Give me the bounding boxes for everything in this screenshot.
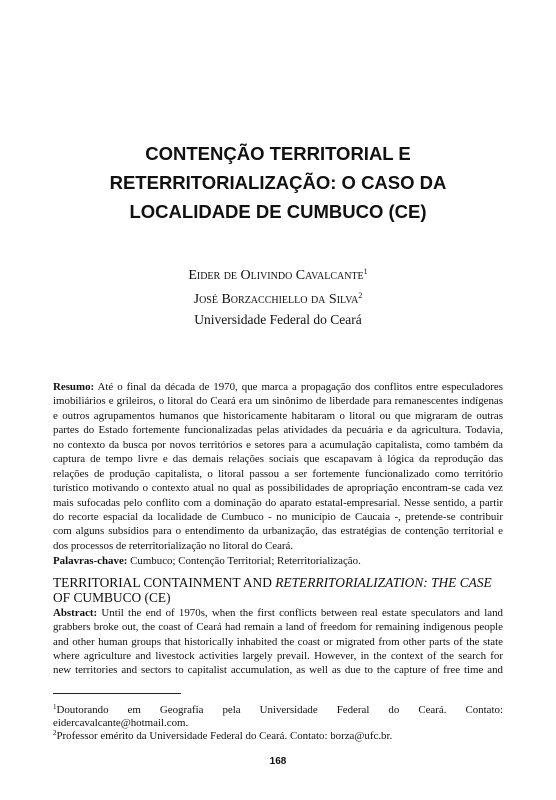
keywords-text: Cumbuco; Contenção Territorial; Reterritorialização. <box>127 555 361 567</box>
author-2-footnote-mark: 2 <box>358 291 363 300</box>
resumo-line: Resumo: Até o final da década de 1970, que marca a propagação dos conflitos entre especuladores <box>53 381 503 393</box>
author-1: Eider de Olivindo Cavalcante$^1$ <box>188 267 368 283</box>
footnote-2: $^2$Professor emérito da Universidade Federal do Ceará. Contato: borza@ufc.br. <box>53 729 393 742</box>
page-number: 168 <box>269 756 287 767</box>
english-title-line: TERRITORIAL CONTAINMENT AND RETERRITORIALIZATION: THE CASE <box>53 575 492 590</box>
footnote-divider <box>53 693 181 694</box>
abstract-line: grabbers broke out, the coast of Ceará had remain a land of freedom for remaining indigenous people <box>53 621 503 634</box>
footnote-2-mark: 2 <box>53 729 57 737</box>
english-title-line: OF CUMBUCO (CE) <box>53 590 171 605</box>
title-line: CONTENÇÃO TERRITORIAL E <box>145 143 411 164</box>
resumo-line: e outros agrupamentos humanos que historicamente habitaram o litoral ou que migraram de outras <box>53 409 503 422</box>
keywords-label: Palavras-chave: <box>53 555 128 567</box>
abstract-line: and other human groups that historically inhabited the coast or migrated from other parts of the state <box>53 635 503 648</box>
author-1-footnote-mark: 1 <box>363 267 368 276</box>
abstract-line: new territories and sectors to capitalist accumulation, as well as due to the capture of free time and <box>53 664 503 677</box>
author-2: José Borzacchiello da Silva$^2$ <box>193 291 363 307</box>
title-line: RETERRITORIALIZAÇÃO: O CASO DA <box>109 172 447 193</box>
abstract-line: where agriculture and livestock activities largely prevail. However, in the context of the search for <box>53 649 503 662</box>
resumo-paragraph <box>53 380 503 553</box>
resumo-line: turístico motivando o contexto atual no qual as possibilidades de apropriação encontram-se cada vez <box>53 482 503 495</box>
resumo-label: Resumo: <box>53 381 95 393</box>
resumo-line: mais sufocadas pelo conflito com a dominação do aparato estatal-empresarial. Nesse sentido, a partir <box>53 496 503 509</box>
footnote-email: eidercavalcante@hotmail.com. <box>53 717 189 729</box>
english-title <box>53 575 513 605</box>
abstract-label: Abstract: <box>53 607 98 619</box>
paper-title <box>60 139 496 226</box>
abstract-paragraph <box>53 606 503 677</box>
author-block <box>60 262 496 330</box>
affiliation: Universidade Federal do Ceará <box>194 312 362 327</box>
title-line: LOCALIDADE DE CUMBUCO (CE) <box>129 201 427 222</box>
footnote-1: $^1$Doutorando em Geografia pela Universidade Federal do Ceará. Contato: eidercavalcante@hotmail.com. <box>53 703 503 729</box>
resumo-line: do recorte espacial da localidade de Cumbuco - no município de Caucaia -, pretende-se contribuir <box>53 510 503 523</box>
resumo-line: no contexto da busca por novos territórios e setores para a acumulação capitalista, como também da <box>53 438 503 451</box>
resumo-line: partes do Estado fortemente funcionalizadas pelas atividades da pecuária e da agricultura. Todavia, <box>53 424 503 437</box>
resumo-line: com alguns subsídios para o entendimento da urbanização, das estratégias de contenção territorial e <box>53 525 503 538</box>
footnote-1-mark: 1 <box>53 703 57 711</box>
resumo-line: relações de produção capitalista, o litoral passou a ser fortemente funcionalizado como território <box>53 467 503 480</box>
resumo-line: dos processos de reterritorialização no litoral do Ceará. <box>53 539 294 552</box>
resumo-line: captura de tempo livre e das demais relações sociais que escapavam à lógica da reprodução das <box>53 453 503 466</box>
resumo-line: imobiliários e grileiros, o litoral do Ceará era um sinônimo de liberdade para remanescentes indígenas <box>53 395 503 408</box>
abstract-line: Abstract: Until the end of 1970s, when the first conflicts between real estate speculators and land <box>53 607 503 619</box>
keywords <box>53 555 361 567</box>
